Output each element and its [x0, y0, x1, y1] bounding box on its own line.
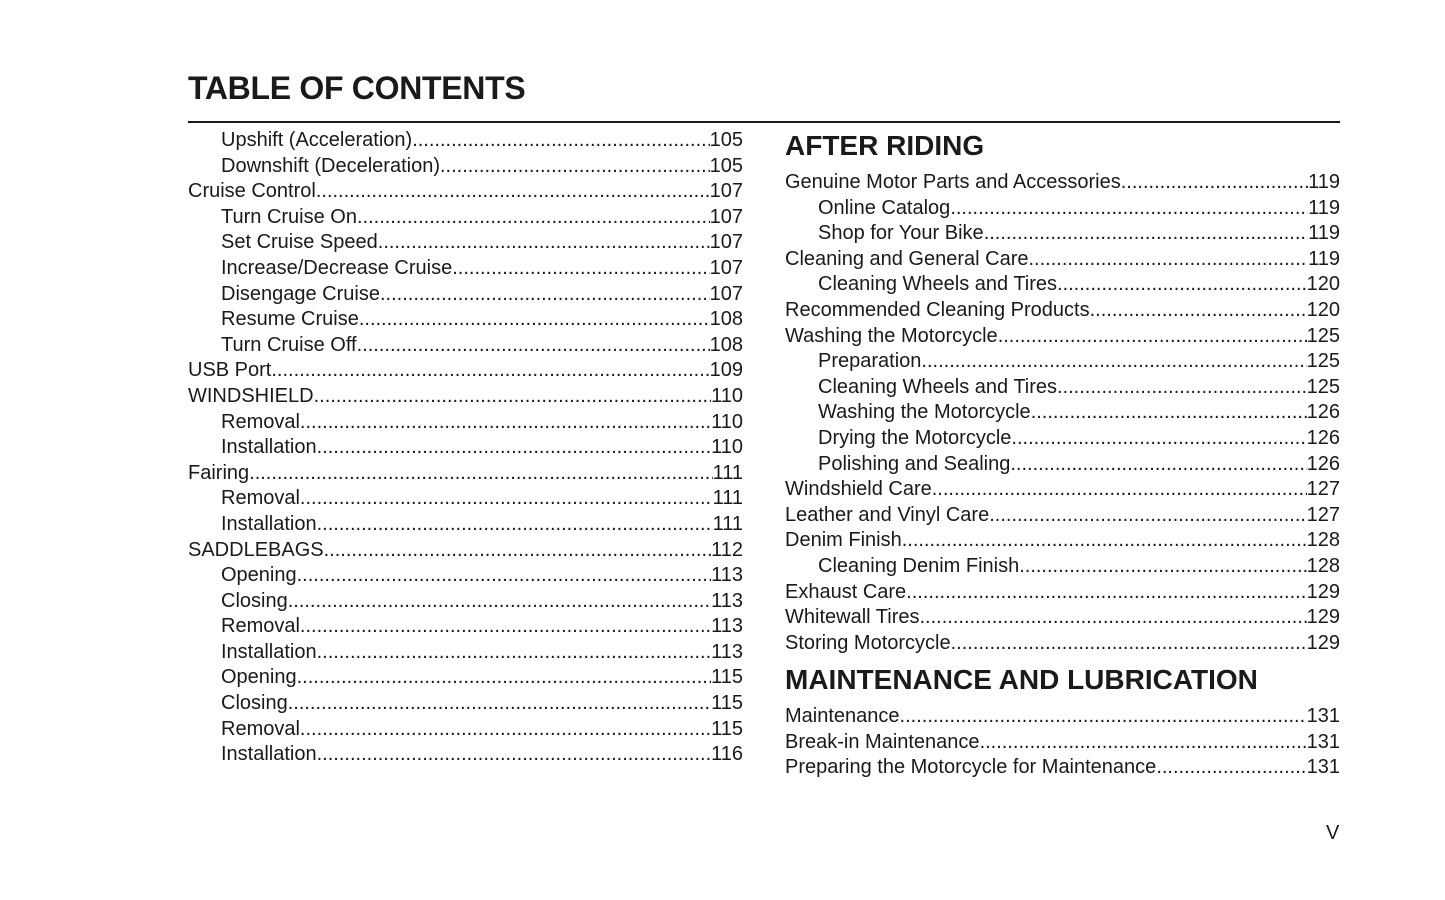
page-title: TABLE OF CONTENTS [188, 70, 526, 106]
dot-leader [921, 349, 1306, 375]
toc-entry[interactable] [188, 256, 743, 282]
dot-leader [452, 256, 709, 282]
toc-entry-label: Opening [221, 564, 297, 587]
toc-entry-label: Fairing [188, 461, 250, 484]
toc-entry[interactable] [785, 755, 1340, 781]
toc-entry[interactable] [188, 410, 743, 436]
toc-entry-page: 112 [711, 538, 743, 561]
toc-entry-label: Break-in Maintenance [785, 730, 980, 753]
toc-entry-page: 126 [1306, 401, 1340, 424]
dot-leader [1057, 375, 1307, 401]
toc-entry-page: 111 [712, 512, 743, 535]
dot-leader [1029, 247, 1309, 273]
toc-entry-label: Shop for Your Bike [818, 222, 984, 245]
toc-entry-page: 119 [1308, 171, 1340, 193]
toc-entry[interactable] [188, 742, 743, 768]
dot-leader [1011, 426, 1306, 452]
dot-leader [314, 384, 712, 410]
toc-entry-page: 107 [709, 231, 743, 254]
dot-leader [1121, 170, 1308, 196]
toc-entry-label: Turn Cruise Off [221, 333, 357, 356]
dot-leader [1156, 755, 1306, 781]
toc-entry[interactable] [188, 665, 743, 691]
toc-entry-label: Opening [221, 666, 297, 689]
toc-entry[interactable] [785, 221, 1340, 247]
toc-entry[interactable] [785, 324, 1340, 350]
dot-leader [902, 528, 1307, 554]
toc-entry-label: Installation [221, 640, 317, 663]
dot-leader [317, 640, 711, 666]
dot-leader [317, 435, 711, 461]
toc-entry-label: Installation [221, 743, 317, 766]
toc-entry-label: Washing the Motorcycle [818, 401, 1031, 424]
toc-entry[interactable] [188, 717, 743, 743]
toc-entry-page: 126 [1306, 426, 1340, 449]
toc-entry-label: Downshift (Deceleration) [221, 154, 440, 177]
toc-entry-label: Resume Cruise [221, 308, 359, 331]
toc-entry[interactable] [188, 640, 743, 666]
toc-entry-page: 119 [1308, 196, 1340, 219]
toc-entry-page: 131 [1306, 756, 1340, 779]
toc-entry[interactable] [785, 554, 1340, 580]
toc-entry-label: Removal [221, 487, 300, 510]
toc-entry[interactable] [188, 461, 743, 487]
toc-entry-page: 107 [709, 180, 743, 203]
toc-entry-page: 119 [1308, 222, 1340, 245]
dot-leader [919, 605, 1306, 631]
dot-leader [989, 503, 1306, 529]
toc-entry-label: Installation [221, 436, 317, 459]
toc-entry[interactable] [785, 452, 1340, 478]
toc-entry-label: Cleaning and General Care [785, 247, 1029, 270]
toc-entry-label: Cleaning Wheels and Tires [818, 273, 1058, 296]
toc-entry[interactable] [188, 563, 743, 589]
toc-entry-label: Closing [221, 692, 288, 715]
toc-entry-label: Drying the Motorcycle [818, 426, 1012, 449]
toc-entry-label: Polishing and Sealing [818, 452, 1011, 475]
toc-entry[interactable] [785, 196, 1340, 222]
dot-leader [317, 512, 713, 538]
toc-entry-page: 105 [709, 154, 743, 177]
toc-entry-label: Cleaning Wheels and Tires [818, 375, 1058, 398]
dot-leader [297, 665, 711, 691]
dot-leader [359, 307, 710, 333]
toc-entry-label: Preparing the Motorcycle for Maintenance [785, 756, 1157, 779]
toc-entry[interactable] [188, 358, 743, 384]
section-heading: MAINTENANCE AND LUBRICATION [785, 664, 1258, 696]
dot-leader [249, 461, 712, 487]
toc-entry-label: Maintenance [785, 705, 900, 728]
toc-entry-page: 125 [1306, 324, 1340, 347]
toc-entry[interactable] [188, 486, 743, 512]
dot-leader [1057, 272, 1307, 298]
toc-entry-page: 111 [712, 487, 743, 510]
dot-leader [357, 333, 710, 359]
toc-left-column [188, 128, 743, 768]
toc-entry[interactable] [188, 179, 743, 205]
toc-entry-page: 131 [1306, 730, 1340, 753]
dot-leader [932, 477, 1307, 503]
dot-leader [1019, 554, 1306, 580]
toc-entry-label: Leather and Vinyl Care [785, 503, 990, 526]
dot-leader [316, 179, 710, 205]
toc-right-column [785, 128, 1340, 781]
page-number: V [1326, 822, 1340, 844]
toc-entry[interactable] [785, 349, 1340, 375]
toc-entry-label: Whitewall Tires [785, 606, 920, 629]
toc-entry-label: Washing the Motorcycle [785, 324, 998, 347]
toc-entry-page: 107 [709, 205, 743, 228]
section-heading: AFTER RIDING [785, 130, 985, 161]
toc-entry[interactable] [785, 426, 1340, 452]
dot-leader [984, 221, 1308, 247]
toc-entry-page: 120 [1306, 273, 1340, 296]
toc-entry-page: 113 [711, 564, 743, 587]
dot-leader [980, 730, 1307, 756]
toc-entry-page: 115 [711, 717, 743, 740]
toc-entry[interactable] [188, 435, 743, 461]
dot-leader [300, 717, 711, 743]
toc-entry-label: SADDLEBAGS [188, 538, 324, 561]
toc-entry[interactable] [785, 503, 1340, 529]
toc-entry[interactable] [785, 528, 1340, 554]
dot-leader [288, 589, 711, 615]
toc-entry-page: 107 [709, 256, 743, 279]
toc-entry-page: 107 [709, 282, 743, 305]
dot-leader [1010, 452, 1306, 478]
toc-entry-label: Windshield Care [785, 478, 932, 501]
toc-entry-page: 128 [1306, 554, 1340, 577]
toc-entry-page: 127 [1306, 478, 1340, 501]
dot-leader [906, 580, 1306, 606]
toc-entry-label: USB Port [188, 359, 272, 382]
toc-entry[interactable] [785, 247, 1340, 273]
toc-entry-page: 113 [711, 589, 743, 612]
toc-entry[interactable] [188, 589, 743, 615]
toc-entry-page: 110 [711, 384, 743, 407]
dot-leader [378, 230, 710, 256]
toc-entry-page: 125 [1306, 375, 1340, 398]
toc-entry-page: 115 [711, 666, 743, 689]
toc-entry-page: 120 [1306, 298, 1340, 321]
dot-leader [900, 704, 1307, 730]
toc-entry-page: 110 [711, 410, 743, 433]
toc-entry[interactable] [785, 272, 1340, 298]
toc-entry[interactable] [188, 154, 743, 180]
toc-entry-label: Exhaust Care [785, 580, 907, 603]
toc-entry[interactable] [188, 691, 743, 717]
toc-entry-page: 111 [712, 461, 743, 484]
dot-leader [271, 358, 709, 384]
toc-entry[interactable] [785, 730, 1340, 756]
toc-entry-page: 105 [709, 129, 743, 151]
toc-entry-page: 131 [1306, 705, 1340, 728]
toc-entry-page: 125 [1306, 350, 1340, 373]
dot-leader [950, 196, 1308, 222]
toc-entry[interactable] [785, 631, 1340, 657]
toc-entry[interactable] [188, 512, 743, 538]
toc-entry[interactable] [188, 384, 743, 410]
toc-entry-label: Removal [221, 615, 300, 638]
toc-entry-label: Upshift (Acceleration) [221, 129, 413, 151]
toc-entry-label: Cruise Control [188, 180, 316, 203]
toc-entry-label: Turn Cruise On [221, 205, 357, 228]
toc-entry[interactable] [785, 298, 1340, 324]
toc-entry-page: 109 [709, 359, 743, 382]
dot-leader [300, 614, 711, 640]
toc-entry-label: WINDSHIELD [188, 384, 314, 407]
toc-entry-page: 115 [711, 692, 743, 715]
toc-entry[interactable] [188, 307, 743, 333]
toc-entry-label: Closing [221, 589, 288, 612]
dot-leader [300, 410, 711, 436]
toc-entry[interactable] [188, 333, 743, 359]
toc-entry-label: Installation [221, 512, 317, 535]
dot-leader [297, 563, 711, 589]
toc-entry-page: 108 [709, 308, 743, 331]
toc-entry[interactable] [188, 614, 743, 640]
toc-entry[interactable] [785, 605, 1340, 631]
toc-entry[interactable] [785, 400, 1340, 426]
toc-entry-page: 128 [1306, 529, 1340, 552]
toc-entry-page: 129 [1306, 606, 1340, 629]
toc-entry-label: Increase/Decrease Cruise [221, 256, 453, 279]
toc-entry-label: Storing Motorcycle [785, 631, 951, 654]
toc-entry-label: Online Catalog [818, 196, 951, 219]
toc-entry[interactable] [785, 170, 1340, 196]
toc-entry[interactable] [188, 128, 743, 154]
toc-entry-label: Disengage Cruise [221, 282, 380, 305]
dot-leader [288, 691, 711, 717]
toc-entry[interactable] [188, 538, 743, 564]
toc-entry-label: Cleaning Denim Finish [818, 554, 1020, 577]
toc-entry[interactable] [188, 230, 743, 256]
toc-entry-label: Denim Finish [785, 529, 902, 552]
dot-leader [1031, 400, 1307, 426]
toc-entry-label: Removal [221, 410, 300, 433]
toc-entry-label: Set Cruise Speed [221, 231, 378, 254]
dot-leader [380, 282, 710, 308]
dot-leader [1090, 298, 1307, 324]
title-rule [188, 121, 1340, 123]
dot-leader [300, 486, 713, 512]
toc-entry[interactable] [785, 477, 1340, 503]
toc-entry-page: 129 [1306, 631, 1340, 654]
toc-entry-label: Genuine Motor Parts and Accessories [785, 171, 1121, 193]
toc-entry[interactable] [785, 375, 1340, 401]
toc-entry-page: 126 [1306, 452, 1340, 475]
toc-entry-label: Recommended Cleaning Products [785, 298, 1090, 321]
toc-entry-page: 108 [709, 333, 743, 356]
dot-leader [951, 631, 1307, 657]
toc-entry-page: 113 [711, 615, 743, 638]
toc-entry-page: 119 [1308, 247, 1340, 270]
dot-leader [440, 154, 710, 180]
toc-entry-page: 113 [711, 640, 743, 663]
dot-leader [357, 205, 710, 231]
toc-entry-page: 129 [1306, 580, 1340, 603]
toc-entry[interactable] [785, 580, 1340, 606]
toc-entry[interactable] [188, 205, 743, 231]
dot-leader [317, 742, 711, 768]
toc-entry-label: Removal [221, 717, 300, 740]
toc-entry-page: 116 [711, 743, 743, 766]
dot-leader [324, 538, 712, 564]
toc-entry[interactable] [188, 282, 743, 308]
toc-entry-page: 127 [1306, 503, 1340, 526]
toc-entry[interactable] [785, 704, 1340, 730]
dot-leader [998, 324, 1307, 350]
toc-entry-page: 110 [711, 436, 743, 459]
dot-leader [412, 128, 709, 154]
toc-entry-label: Preparation [818, 350, 922, 373]
